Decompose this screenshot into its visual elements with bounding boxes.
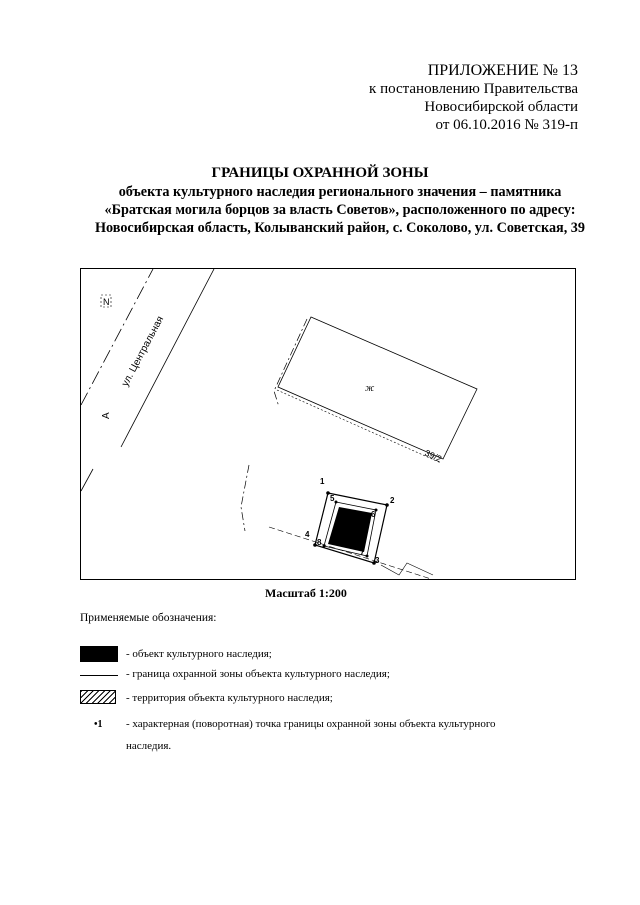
- subtitle-line-3: Новосибирская область, Колыванский район, с. Соколово, ул. Советская, 39: [95, 220, 585, 236]
- legend-text-territory: - территория объекта культурного наследия;: [126, 692, 333, 704]
- point-label-6: 6: [371, 510, 376, 519]
- road-edge-far: [81, 469, 93, 491]
- legend-text-object: - объект культурного наследия;: [126, 648, 272, 660]
- appendix-line-3: Новосибирской области: [424, 99, 578, 115]
- building-outline: [278, 317, 477, 459]
- point-label-8: 8: [317, 538, 322, 547]
- street-label: ул. Центральная: [119, 314, 167, 389]
- legend-text-point-cont: наследия.: [126, 740, 172, 752]
- appendix-date: от 06.10.2016 № 319-п: [435, 117, 578, 133]
- boundary-point-8: [323, 545, 326, 548]
- fence-line-left: [241, 465, 249, 531]
- road-edge-left: [81, 269, 153, 405]
- boundary-point-2: [385, 503, 389, 507]
- point-label-7: 7: [360, 548, 365, 557]
- site-map: [80, 268, 576, 580]
- appendix-line-2: к постановлению Правительства: [369, 81, 578, 97]
- map-scale: Масштаб 1:200: [265, 586, 347, 600]
- subtitle-line-2: «Братская могила борцов за власть Советов», расположенного по адресу:: [104, 202, 576, 218]
- building-number: 39/2: [423, 447, 444, 465]
- point-label-2: 2: [390, 496, 395, 505]
- subtitle-line-1: объекта культурного наследия регионального значения – памятника: [118, 184, 562, 200]
- document-subtitle: [40, 183, 640, 237]
- map-drawing: [81, 269, 576, 580]
- heritage-object: [328, 507, 372, 552]
- appendix-number: ПРИЛОЖЕНИЕ № 13: [427, 62, 578, 79]
- document-title: ГРАНИЦЫ ОХРАННОЙ ЗОНЫ: [211, 165, 429, 181]
- point-label-3: 3: [375, 556, 380, 565]
- boundary-point-5: [335, 501, 338, 504]
- legend-text-boundary: - граница охранной зоны объекта культурного наследия;: [126, 668, 390, 680]
- legend-title: Применяемые обозначения:: [80, 612, 217, 624]
- plot-line: [277, 390, 444, 465]
- hatched-rectangle-icon: [80, 690, 116, 704]
- boundary-point-7: [366, 555, 369, 558]
- filled-rectangle-icon: [80, 646, 118, 662]
- point-label-4: 4: [305, 530, 310, 539]
- appendix-block: [318, 62, 578, 134]
- fence-line-right: [381, 563, 433, 575]
- building-dash-edge: [274, 319, 307, 407]
- point-label-5: 5: [330, 494, 335, 503]
- road-letter: А: [101, 412, 112, 419]
- point-label-1: 1: [320, 477, 325, 486]
- solid-line-icon: [80, 675, 118, 676]
- building-label: ж: [365, 383, 375, 394]
- north-letter: N: [103, 297, 110, 307]
- point-marker-icon: •1: [94, 719, 103, 730]
- legend-text-point: - характерная (поворотная) точка границы охранной зоны объекта культурного: [126, 718, 496, 730]
